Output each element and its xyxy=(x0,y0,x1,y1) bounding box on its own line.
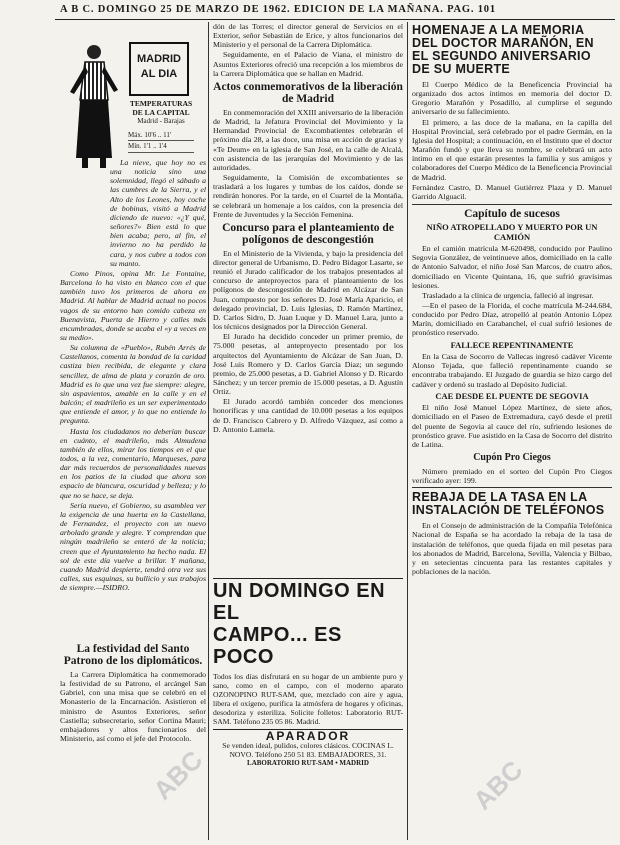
diplomats-article xyxy=(60,640,206,840)
ozonopino-advertisement xyxy=(213,580,403,768)
aparador-ad xyxy=(213,729,403,768)
paragraph: Fernández Castro, D. Manuel Gutiérrez Plaza y D. Manuel Garrido Alguacil. xyxy=(412,182,612,201)
paragraph: Su columna de «Pueblo», Rubén Arrés de Castellanos, comenta la bondad de la caridad castiza bien recibida, de elegante y clara sencillez, de alma de plata y corazón de oro. Madrid es lo que una vez fue siempre: alegre, sin aspavientos, amable en la calle y en el balcón; el madrileño es un ser experimentado que entiende el amor, y lo que no entiende lo pregunta. xyxy=(60,343,206,426)
fashion-figure-illustration xyxy=(60,40,126,170)
aparador-body: Se venden ideal, pulidos, colores clásicos. COCINAS L. NOVO. Teléfono 250 51 83. EMBAJADORES, 31. xyxy=(222,741,394,759)
madrid-al-dia-text xyxy=(60,158,206,593)
ad-footer: LABORATORIO RUT-SAM • MADRID xyxy=(247,759,369,767)
paragraph: La nieve, que hoy no es una noticia sino una solemnidad, llegó el sábado a las cumbres de la Sierra, y el Alto de los Leones, hoy coche de bobinas, visitó a Madrid diciendo de nuevo: «¿Y qué, señores?» Bien está lo que bien acaba; pero, al fin, el invierno no ha perdido la cara, y nos cubre a todos con su manto. xyxy=(110,158,206,268)
header-rule xyxy=(55,19,615,20)
column-two xyxy=(213,22,403,575)
puente-subhead: CAE DESDE EL PUENTE DE SEGOVIA xyxy=(435,390,589,401)
fallece-subhead: FALLECE REPENTINAMENTE xyxy=(450,339,574,350)
column-divider xyxy=(407,22,408,840)
archive-watermark: ABC xyxy=(467,754,529,816)
paragraph: —En el paseo de la Florida, el coche matrícula M-244.684, conducido por Pedro Díaz, atropelló al peatón Antonio López Marín, domiciliado en Carabanchel, el cual sufrió lesiones de pronóstico reservado. xyxy=(412,300,612,338)
temperatures-subtitle: Madrid - Barajas xyxy=(137,117,185,125)
liberation-headline: Actos conmemorativos de la liberación de Madrid xyxy=(213,80,403,105)
ad-rule xyxy=(213,578,403,579)
paragraph: Número premiado en el sorteo del Cupón Pro Ciegos verificado ayer: 199. xyxy=(412,467,612,486)
column-three xyxy=(412,22,612,840)
paragraph: Seguidamente, en el Palacio de Viana, el ministro de Asuntos Exteriores ofreció una recepción a los miembros de la Carrera Diplomática que se hallan en Madrid. xyxy=(213,50,403,78)
paragraph: En conmemoración del XXIII aniversario de la liberación de Madrid, la Jefatura Provincial del Movimiento y la Hermandad Provincial de Excombatientes celebrarán el próximo día 28, a las doce, una misa en acción de gracias y «Te Deum» en la iglesia de San José, en la calle de Alcalá, con asistencia de las jerarquías del Movimiento y de las autoridades. xyxy=(213,107,403,172)
column-divider xyxy=(208,22,209,840)
paragraph: Trasladado a la clínica de urgencia, falleció al ingresar. xyxy=(422,290,594,300)
temperatures-box xyxy=(128,100,194,153)
temp-row: Mín. 1'1 .. 1'4 xyxy=(128,141,194,153)
madrid-box-line2: AL DIA xyxy=(140,68,178,80)
paragraph: En el Ministerio de la Vivienda, y bajo la presidencia del director general de Urbanismo, D. Pedro Bidagor Lasarte, se reunió el Jurado calificador de los trabajos presentados al concurso de anteproyectos para el planteamiento de los polígonos de descongestión de Madrid en Alcázar de San Juan, compuesto por los señores D. José María Aparicio, el delegado provincial, D. Luis Iglesias, D. Ramón Martínez, D. Carlos Sidro, D. Juan Luque y D. Manuel Lara, junto a los técnicos designados por la Dirección General. xyxy=(213,248,403,332)
temperatures-table xyxy=(128,130,194,153)
ad-headline-line2: CAMPO... ES POCO xyxy=(213,624,342,668)
paragraph: El Jurado acordó también conceder dos menciones honoríficas y una cantidad de 10.000 pesetas a los equipos de D. Francisco Cabrero y D. Alfredo Vázquez, así como a D. Antonio Lamela. xyxy=(213,397,403,434)
paragraph: El primero, a las doce de la mañana, en la capilla del Hospital Provincial, será celebrado por el padre Germán, en la Iglesia del Hospital; a continuación, en el Instituto que el doctor Marañón fundó y que lleva su nombre, se celebrará un acto íntimo en el que estarán presentes la familia y sus amigos y colaboradores del Cuerpo Médico de la Beneficencia Provincial de Madrid. xyxy=(412,117,612,182)
aparador-title: APARADOR xyxy=(265,729,351,743)
paragraph: El Cuerpo Médico de la Beneficencia Provincial ha organizado dos actos íntimos en memoria del doctor D. Gregorio Marañón y Posadillo, al cumplirse el segundo aniversario de su fallecimiento. xyxy=(412,80,612,117)
madrid-box-line1: MADRID xyxy=(137,53,181,65)
polygons-headline: Concurso para el planteamiento de polígonos de descongestión xyxy=(222,221,394,246)
archive-watermark: ABC xyxy=(147,744,209,806)
paragraph: El niño José Manuel López Martínez, de siete años, domiciliado en el Paseo de Extremadura, cayó desde el pretil del puente de Segovia al cauce del río, sufriendo lesiones de pronóstico grave. Fue asistido en la Casa de Socorro del distrito de Latina. xyxy=(412,403,612,449)
sucesos-headline: Capítulo de sucesos xyxy=(412,204,612,220)
paragraph: El Jurado ha decidido conceder un primer premio, de 75.000 pesetas, al anteproyecto presentado por los arquitectos del Ayuntamiento de Alcázar de San Juan, D. José Luis Romero y D. Carlos García Diaz; un segundo premio, de 25.000 pesetas, a D. Gabriel Alonso y D. Ricardo Sánchez; y un tercer premio de 15.000 pesetas, a D. Agustín Ortiz. xyxy=(213,332,403,397)
ad-body: Todos los días disfrutará en su hogar de un ambiente puro y sano, como en el campo, con el moderno aparato OZONOPINO RUT-SAM, que, mezclado con aire y agua, libera el oxígeno, purifica la atmósfera de hogares y oficinas, desodoriza y esteriliza. Solicite folletos: Laboratorio RUT-SAM. Teléfono 235 05 86. Madrid. xyxy=(213,672,403,726)
paragraph: Hasta los ciudadanos no deberían buscar en cuánto, el madrileño, más Almudena también de ellos, mirar los tiempos en el que todos, a la vez, comentario, Marqueses, para dar más recuerdos de personalidades nuevas en los patios de la ciudad que ahora son espacio de blancura, oscuridad y belleza; y lo que no se hace, se deja. xyxy=(60,426,206,500)
paragraph: Seguidamente, la Comisión de excombatientes se trasladará a los lugares y tumbas de los caídos, donde se rendirán honores. Por la tarde, en el Cuartel de la Montaña, se celebrará un homenaje a los caídos, con la presencia del Frente de Juventudes y la Sección Femenina. xyxy=(213,173,403,219)
paragraph: En el camión matrícula M-620498, conducido por Paulino Segovia González, de veintinueve años, domiciliado en la calle de Antonio Salvador, el niño José San Marcos, de cuatro años, domiciliado en Vicente Quintana, 16, que sufrió gravísimas lesiones. xyxy=(412,244,612,290)
paragraph: La Carrera Diplomática ha conmemorado la festividad de su Patrono, el arcángel San Gabriel, con una misa que se celebró en el Monasterio de la Encarnación. Asistieron el ministro de Asuntos Exteriores, señor Castiella; subsecretario, señor Cortina Mauri; embajadores y altos funcionarios del Ministerio, así como el jefe del Protocolo. xyxy=(60,670,206,744)
cupon-headline: Cupón Pro Ciegos xyxy=(473,452,551,463)
ad-headline-line1: UN DOMINGO EN EL xyxy=(213,580,386,624)
paragraph: dón de las Torres; el director general de Servicios en el Exterior, señor Sebastián de Erice, y altos funcionarios del Ministerio y el personal de la Carrera Diplomática. xyxy=(213,22,403,50)
paragraph: Sería nuevo, el Gobierno, su asamblea ver la exigencia de una huerta en la Castellana, de Fernandez, el proyecto con un nuevo arbolado grande y alegre. Y comprendan que ningún madrileño se enteró de la noticia; creen que el Ayuntamiento ha hecho nada. El sol de este día vuelve a brillar. Y mañana, cuando Madrid despierte, tendrá otra vez sus calles, sus esquinas, su bullicio y sus trabajos de siempre.—ISIDRO. xyxy=(60,500,206,593)
paragraph: En la Casa de Socorro de Vallecas ingresó cadáver Vicente Alonso Tejada, que falleció repentinamente cuando se encontraba trabajando. El Juzgado de guardia se hizo cargo del cadáver y ordenó su traslado al Depósito Judicial. xyxy=(412,352,612,389)
page-header: A B C. DOMINGO 25 DE MARZO DE 1962. EDICION DE LA MAÑANA. PAG. 101 xyxy=(60,4,496,15)
temp-row: Máx. 10'6 .. 11' xyxy=(128,130,194,141)
maranon-headline: HOMENAJE A LA MEMORIA DEL DOCTOR MARAÑÓN, EN EL SEGUNDO ANIVERSARIO DE SU MUERTE xyxy=(412,23,594,76)
paragraph: Como Pinos, opina Mr. Le Fontaine, Barcelona lo ha visto en blanco con el que también tuvo los primeros de ahora en Madrid. Al hablar de Madrid actual no pocos vagos de su entorno han comido cabeza en Buenavista, Puerta de Hierro y calles más encumbradas, donde se acaba el «y a veces en su medio». xyxy=(60,268,206,342)
telefonos-headline: REBAJA DE LA TASA EN LA INSTALACIÓN DE TELÉFONOS xyxy=(412,487,612,517)
madrid-al-dia-box xyxy=(129,42,189,96)
atropellado-subhead: NIÑO ATROPELLADO Y MUERTO POR UN CAMIÓN xyxy=(426,222,598,242)
paragraph: En el Consejo de administración de la Compañía Telefónica Nacional de España se ha acordado la rebaja de la tasa de instalación de teléfonos, que queda fijada en mil pesetas para los abonados de Madrid, Barcelona, Sevilla, Valencia y Bilbao, y en setecientas cincuenta para las restantes capitales y poblaciones de la nación. xyxy=(412,521,612,577)
temperatures-title: TEMPERATURAS DE LA CAPITAL xyxy=(129,99,193,117)
diplomats-headline: La festividad del Santo Patrono de los diplomáticos. xyxy=(63,643,203,667)
